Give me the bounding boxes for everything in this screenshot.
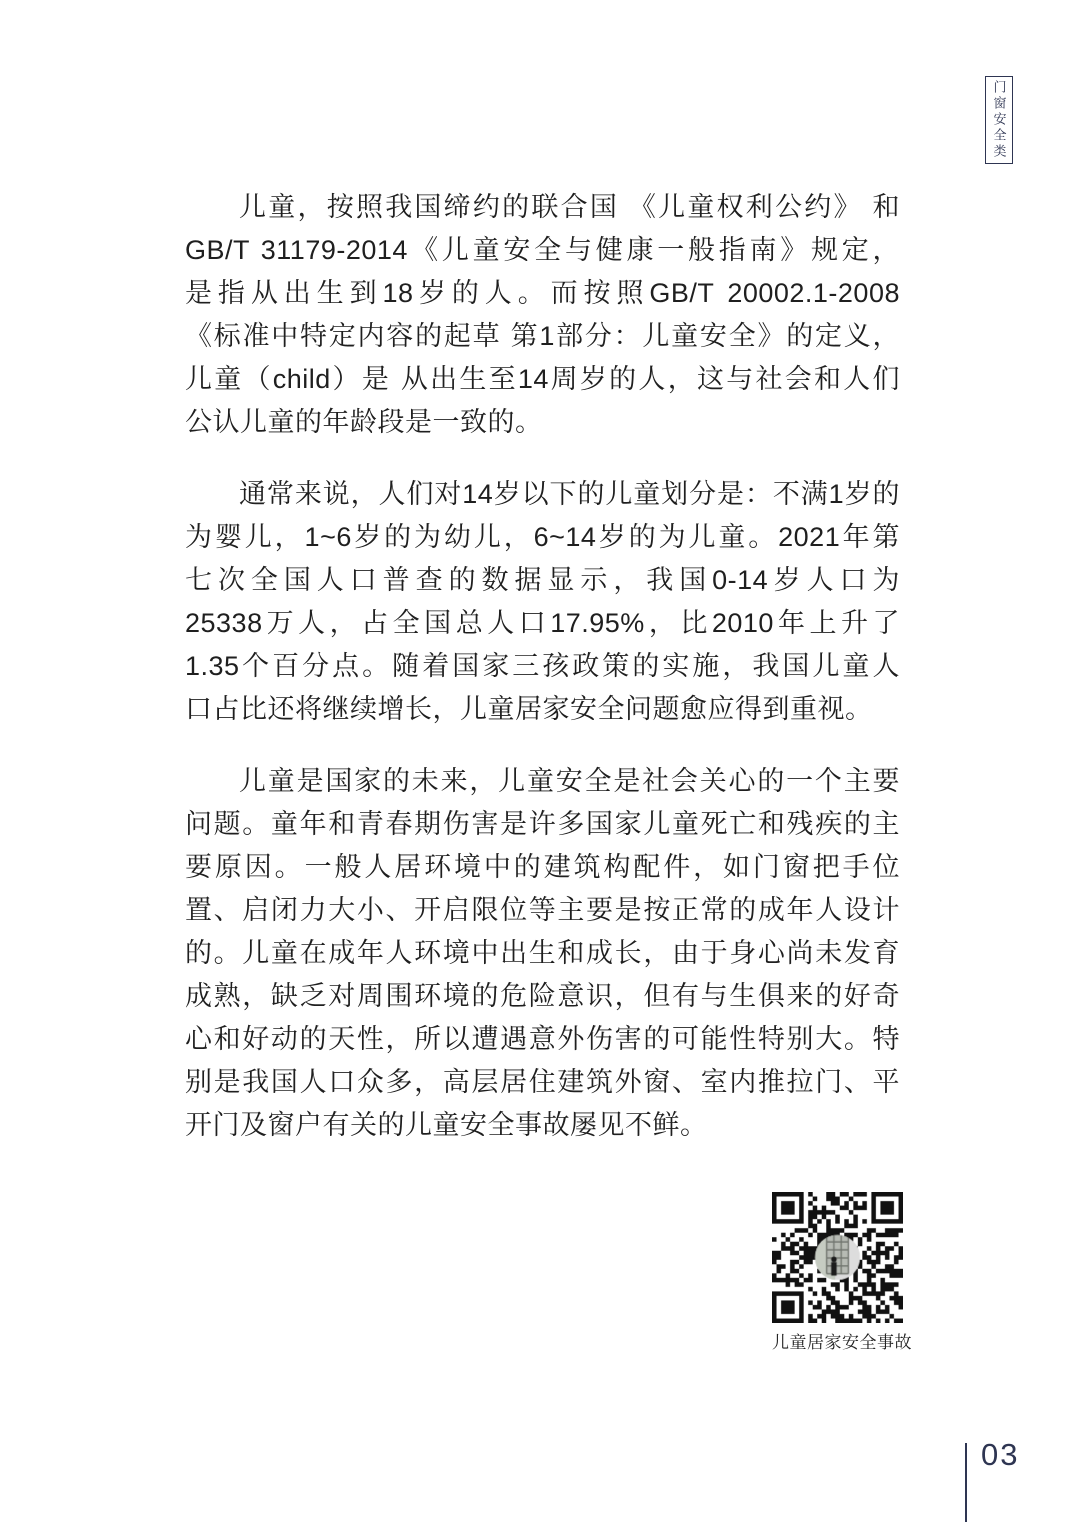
text-line: 要原因。一般人居环境中的建筑构配件，如门窗把手位 <box>185 852 900 882</box>
text-line: 1.35个百分点。随着国家三孩政策的实施，我国儿童人 <box>185 651 900 681</box>
paragraph <box>185 760 900 1147</box>
text-line: 是指从出生到18岁的人。而按照GB/T 20002.1-2008 <box>185 278 900 308</box>
text-line: 心和好动的天性，所以遭遇意外伤害的可能性特别大。特 <box>185 1024 900 1054</box>
text-line: 儿童（child）是 从出生至14周岁的人，这与社会和人们 <box>185 364 900 394</box>
text-line: 儿童，按照我国缔约的联合国 《儿童权利公约》 和 <box>239 192 900 222</box>
paragraph <box>185 186 900 444</box>
qr-code-image <box>772 1192 903 1323</box>
article-body <box>185 186 900 1176</box>
text-line: 通常来说，人们对14岁以下的儿童划分是：不满1岁的 <box>239 479 900 509</box>
text-line: 别是我国人口众多，高层居住建筑外窗、室内推拉门、平 <box>185 1067 900 1097</box>
text-line: 开门及窗户有关的儿童安全事故屡见不鲜。 <box>185 1110 708 1140</box>
category-tab-label: 门窗安全类 <box>991 80 1007 160</box>
text-line: 公认儿童的年龄段是一致的。 <box>185 407 543 437</box>
page-number: 03 <box>981 1437 1020 1472</box>
text-line: 成熟，缺乏对周围环境的危险意识，但有与生俱来的好奇 <box>185 981 900 1011</box>
text-line: 口占比还将继续增长，儿童居家安全问题愈应得到重视。 <box>185 694 873 724</box>
text-line: GB/T 31179-2014《儿童安全与健康一般指南》规定， <box>185 235 900 265</box>
category-tab <box>985 76 1013 164</box>
text-line: 的。儿童在成年人环境中出生和成长，由于身心尚未发育 <box>185 938 900 968</box>
footer-divider-line <box>965 1443 967 1522</box>
text-line: 问题。童年和青春期伤害是许多国家儿童死亡和残疾的主 <box>185 809 900 839</box>
text-line: 儿童是国家的未来，儿童安全是社会关心的一个主要 <box>239 766 900 796</box>
text-line: 为婴儿，1~6岁的为幼儿，6~14岁的为儿童。2021年第 <box>185 522 900 552</box>
qr-caption: 儿童居家安全事故 <box>772 1333 912 1352</box>
text-line: 七次全国人口普查的数据显示，我国0-14岁人口为 <box>185 565 900 595</box>
qr-block <box>772 1192 912 1353</box>
text-line: 25338万人，占全国总人口17.95%，比2010年上升了 <box>185 608 900 638</box>
text-line: 《标准中特定内容的起草 第1部分：儿童安全》的定义， <box>185 321 900 351</box>
paragraph <box>185 473 900 731</box>
text-line: 置、启闭力大小、开启限位等主要是按正常的成年人设计 <box>185 895 900 925</box>
